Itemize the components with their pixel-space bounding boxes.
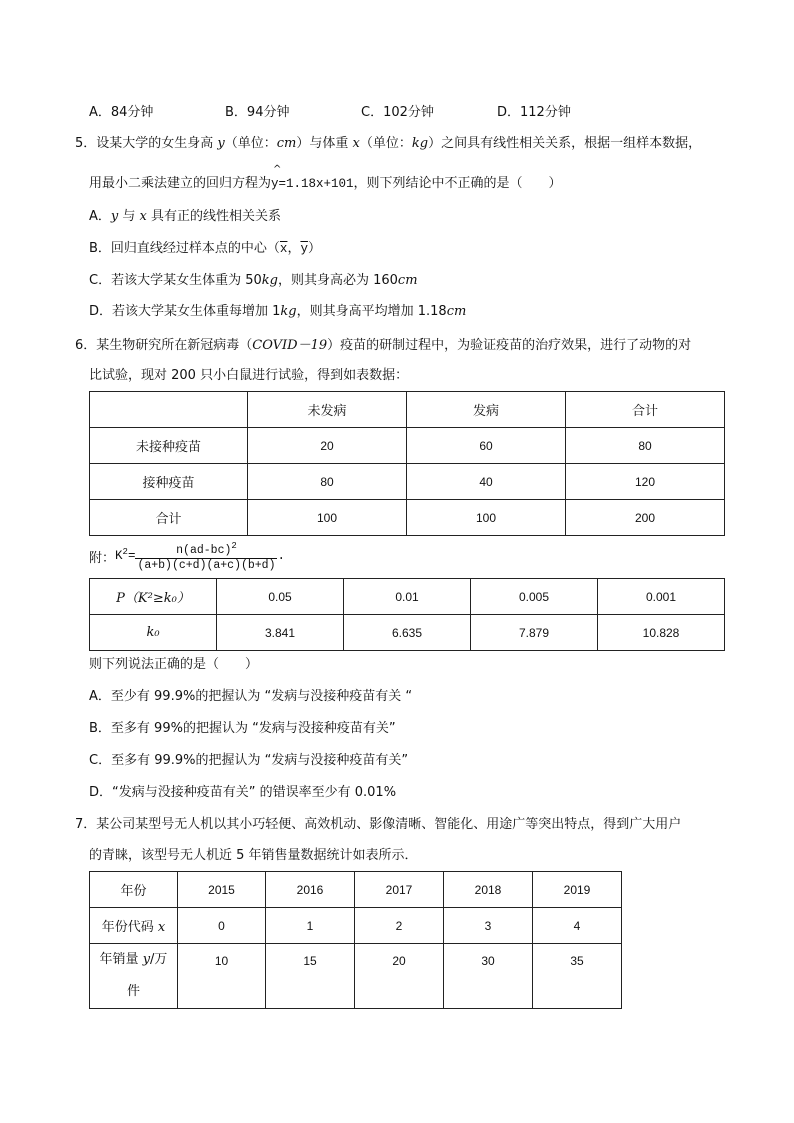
q6-covid-label: COVID－19 [252, 338, 328, 353]
q5-unit-kg: kg [280, 304, 297, 319]
q5-text: D．若该大学某女生体重每增加 1 [89, 304, 281, 319]
table-cell: 2016 [266, 872, 355, 908]
q7-stem-line2: 的青睐，该型号无人机近 5 年销售量数据统计如表所示． [89, 848, 418, 863]
table-cell [90, 392, 248, 428]
table-cell: 2015 [178, 872, 266, 908]
table-header: 合计 [566, 392, 725, 428]
q5-text: ）之间具有线性相关关系，根据一组样本数据， [428, 136, 702, 151]
q7-sales-table [89, 871, 622, 1009]
q5-unit-cm: cm [397, 273, 418, 288]
q5-text: ） [307, 241, 321, 256]
table-cell: 100 [407, 500, 566, 536]
table-cell: 0 [178, 908, 266, 944]
q6-formula-sup: 2 [122, 547, 128, 557]
q6-text: 6．某生物研究所在新冠病毒（ [75, 338, 253, 353]
table-cell: 2 [355, 908, 444, 944]
q5-regression-equation: y=1.18x+101 [271, 177, 354, 191]
table-row [90, 392, 725, 428]
q6-critical-value-table [89, 578, 725, 651]
q5-text: （单位： [359, 136, 412, 151]
table-cell: 2017 [355, 872, 444, 908]
table-cell: 0.05 [217, 579, 344, 615]
q6-formula-k: K [115, 549, 123, 563]
q5-text: ）与体重 [296, 136, 353, 151]
table-cell: 2019 [533, 872, 622, 908]
table-cell: 80 [566, 428, 725, 464]
q6-formula-fraction [135, 539, 277, 573]
table-row [90, 908, 622, 944]
table-cell: 30 [444, 944, 533, 1009]
q6-option-d: D．“发病与没接种疫苗有关” 的错误率至少有 0.01% [89, 785, 397, 800]
table-cell: 10.828 [598, 615, 725, 651]
q5-option-c [89, 271, 418, 291]
table-header: 未发病 [248, 392, 407, 428]
q5-stem-line1 [75, 134, 701, 154]
table-cell: P（K²≥k₀） [90, 579, 217, 615]
q5-unit-kg: kg [411, 136, 429, 151]
q7-label-text: 年份代码 [101, 920, 158, 935]
q5-text: ， [287, 241, 301, 256]
table-cell: 60 [407, 428, 566, 464]
table-cell: 40 [407, 464, 566, 500]
q6-text: ）疫苗的研制过程中，为验证疫苗的治疗效果，进行了动物的对 [327, 338, 692, 353]
q7-var-x: x [157, 920, 166, 935]
q5-text: 5．设某大学的女生身高 [75, 136, 218, 151]
q5-unit-cm: cm [276, 136, 297, 151]
q5-unit-cm: cm [446, 304, 467, 319]
table-cell: 未接种疫苗 [90, 428, 248, 464]
table-header: 发病 [407, 392, 566, 428]
q4-option-d: D．112分钟 [497, 105, 571, 120]
q5-var-x: x [139, 209, 147, 224]
table-cell: 1 [266, 908, 355, 944]
table-cell: 35 [533, 944, 622, 1009]
q5-text: 与 [118, 209, 140, 224]
q5-hat-symbol: ^ [273, 164, 282, 175]
q6-formula-label: 附： [89, 550, 116, 566]
table-row [90, 872, 622, 908]
table-cell: 100 [248, 500, 407, 536]
q6-formula [89, 538, 285, 574]
table-cell: 年份 [90, 872, 178, 908]
q5-option-b [89, 239, 321, 259]
q7-label-text: 年销量 [99, 952, 143, 967]
table-cell: 合计 [90, 500, 248, 536]
q4-option-c: C．102分钟 [361, 105, 434, 120]
table-cell: 4 [533, 908, 622, 944]
q5-text: 具有正的线性相关关系 [146, 209, 282, 224]
q7-stem-line1: 7．某公司某型号无人机以其小巧轻便、高效机动、影像清晰、智能化、用途广等突出特点，得到广大用户 [75, 817, 682, 832]
table-cell: 20 [355, 944, 444, 1009]
table-cell: 3 [444, 908, 533, 944]
q5-text: ，则下列结论中不正确的是（ ） [353, 176, 562, 191]
table-cell: 6.635 [344, 615, 471, 651]
q6-option-a: A．至少有 99.9%的把握认为 “发病与没接种疫苗有关 “ [89, 689, 413, 704]
q6-question: 则下列说法正确的是（ ） [89, 657, 259, 672]
q6-formula-denominator: (a+b)(c+d)(a+c)(b+d) [137, 558, 276, 572]
q5-text: ，则其身高必为 160 [277, 273, 398, 288]
q5-option-a [89, 207, 281, 227]
q6-data-table [89, 391, 725, 536]
q5-text: A． [89, 209, 111, 224]
table-cell: k₀ [90, 615, 217, 651]
q6-stem-line1 [75, 336, 691, 356]
q6-formula-eq: = [127, 549, 136, 563]
table-cell: 0.01 [344, 579, 471, 615]
q5-var-y: y [217, 136, 225, 151]
table-cell: 接种疫苗 [90, 464, 248, 500]
q6-option-c: C．至多有 99.9%的把握认为 “发病与没接种疫苗有关” [89, 753, 409, 768]
table-cell: 80 [248, 464, 407, 500]
q6-stem-line2: 比试验，现对 200 只小白鼠进行试验，得到如表数据： [89, 368, 409, 383]
table-cell: 0.001 [598, 579, 725, 615]
q4-option-b: B．94分钟 [225, 105, 290, 120]
table-cell: 2018 [444, 872, 533, 908]
table-cell: 10 [178, 944, 266, 1009]
table-cell: 3.841 [217, 615, 344, 651]
q7-var-y: y [142, 952, 151, 967]
q5-text: （单位： [224, 136, 277, 151]
table-row [90, 464, 725, 500]
q7-label-text: 件 [126, 984, 140, 999]
q6-formula-end: . [277, 549, 285, 563]
table-cell: 20 [248, 428, 407, 464]
q5-stem-line2 [89, 164, 562, 194]
table-cell: 200 [566, 500, 725, 536]
q5-text: B．回归直线经过样本点的中心（ [89, 241, 280, 256]
q7-label-text: /万 [150, 952, 168, 967]
q5-text: ，则其身高平均增加 1.18 [296, 304, 447, 319]
q6-formula-num-sup: 2 [231, 541, 237, 552]
q5-x-bar: $\overline{x}$ [279, 242, 288, 256]
q5-option-d [89, 302, 466, 322]
q5-text: C．若该大学某女生体重为 50 [89, 273, 262, 288]
table-row [90, 500, 725, 536]
table-cell: 15 [266, 944, 355, 1009]
q5-text: 用最小二乘法建立的回归方程为 [89, 176, 272, 191]
q5-y-bar: $\overline{y}$ [300, 242, 308, 256]
q6-option-b: B．至多有 99%的把握认为 “发病与没接种疫苗有关” [89, 721, 396, 736]
q6-formula-numerator: n(ad-bc) [176, 543, 232, 557]
table-row [90, 428, 725, 464]
q4-option-a: A．84分钟 [89, 105, 154, 120]
table-cell: 7.879 [471, 615, 598, 651]
q5-unit-kg: kg [261, 273, 278, 288]
q5-var-x: x [352, 136, 360, 151]
table-row [90, 579, 725, 615]
table-cell: 120 [566, 464, 725, 500]
table-row [90, 944, 622, 1009]
table-cell [90, 944, 178, 1009]
q5-var-y: y [110, 209, 119, 224]
table-row [90, 615, 725, 651]
table-cell: 0.005 [471, 579, 598, 615]
table-cell [90, 908, 178, 944]
q4-options [89, 101, 729, 121]
